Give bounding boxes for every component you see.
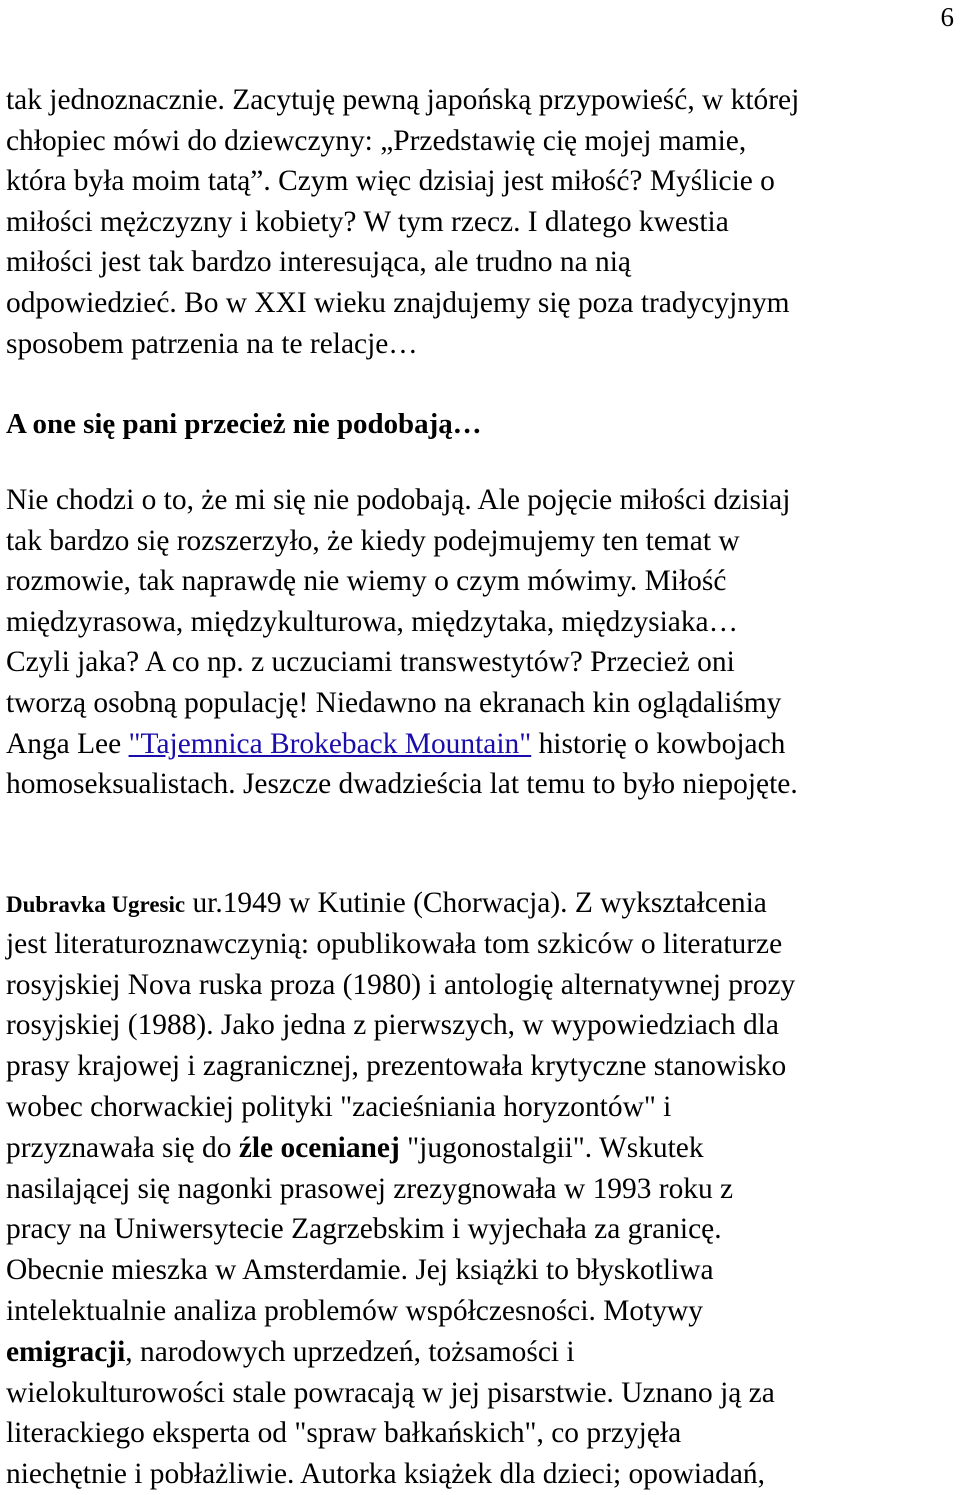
text-line: rosyjskiej Nova ruska proza (1980) i antologię alternatywnej prozy [6,968,796,1001]
text-line: homoseksualistach. Jeszcze dwadzieścia lat temu to było niepojęte. [6,768,798,801]
text-line: Czyli jaka? A co np. z uczuciami transwestytów? Przecież oni [6,646,735,679]
text-line: wobec chorwackiej polityki "zacieśniania horyzontów" i [6,1090,672,1123]
text-line-with-link [6,724,958,765]
text-line: wielokulturowości stale powracają w jej pisarstwie. Uznano ją za [6,1376,775,1409]
author-name: Dubravka Ugresic [6,892,186,917]
interview-question: A one się pani przecież nie podobają… [6,408,482,440]
text-line: międzyrasowa, międzykulturowa, międzytaka, międzysiaka… [6,605,739,638]
text-line: tworzą osobną populację! Niedawno na ekranach kin oglądaliśmy [6,686,782,719]
text-line: intelektualnie analiza problemów współczesności. Motywy [6,1294,703,1327]
text-line: chłopiec mówi do dziewczyny: „Przedstawię cię mojej mamie, [6,124,747,157]
text-line: literackiego eksperta od "spraw bałkańskich", co przyjęła [6,1417,682,1450]
author-bio [6,883,958,1495]
text-line: rosyjskiej (1988). Jako jedna z pierwszych, w wypowiedziach dla [6,1009,779,1042]
text-line: która była moim tatą”. Czym więc dzisiaj jest miłość? Myślicie o [6,165,775,198]
bold-phrase: źle ocenianej [238,1131,400,1164]
text-fragment: , narodowych uprzedzeń, tożsamości i [125,1335,575,1368]
text-fragment: przyznawała się do [6,1131,239,1164]
text-line: tak jednoznacznie. Zacytuję pewną japońską przypowieść, w której [6,84,800,116]
text-line-with-bold [6,1128,958,1169]
page-number: 6 [940,2,954,32]
text-line: jest literaturoznawczynią: opublikowała tom szkiców o literaturze [6,927,783,960]
text-line: odpowiedzieć. Bo w XXI wieku znajdujemy się poza tradycyjnym [6,286,790,319]
text-line: Obecnie mieszka w Amsterdamie. Jej książki to błyskotliwa [6,1254,714,1287]
text-line: nasilającej się nagonki prasowej zrezygnowała w 1993 roku z [6,1172,734,1205]
film-title-link[interactable]: "Tajemnica Brokeback Mountain" [128,727,532,760]
text-fragment: "jugonostalgii". Wskutek [399,1131,704,1164]
bio-first-line [6,883,958,924]
text-line: pracy na Uniwersytecie Zagrzebskim i wyjechała za granicę. [6,1213,722,1246]
text-line: miłości mężczyzny i kobiety? W tym rzecz. I dlatego kwestia [6,205,729,238]
text-line: niechętnie i pobłażliwie. Autorka książek dla dzieci; opowiadań, [6,1458,765,1491]
paragraph-answer-2 [6,480,958,805]
text-line: rozmowie, tak naprawdę nie wiemy o czym mówimy. Miłość [6,565,727,598]
text-fragment: ur.1949 w Kutinie (Chorwacja). Z wykształcenia [185,887,767,919]
text-line-with-bold [6,1332,958,1373]
text-fragment: Anga Lee [6,727,129,760]
text-line: miłości jest tak bardzo interesująca, ale trudno na nią [6,246,631,279]
text-line: prasy krajowej i zagranicznej, prezentowała krytyczne stanowisko [6,1050,787,1083]
bold-word: emigracji [6,1335,126,1368]
text-line: tak bardzo się rozszerzyło, że kiedy podejmujemy ten temat w [6,524,740,557]
text-line: sposobem patrzenia na te relacje… [6,327,418,360]
text-fragment: historię o kowbojach [531,727,786,760]
paragraph-answer-1 [6,80,958,364]
text-line: Nie chodzi o to, że mi się nie podobają. Ale pojęcie miłości dzisiaj [6,484,791,516]
